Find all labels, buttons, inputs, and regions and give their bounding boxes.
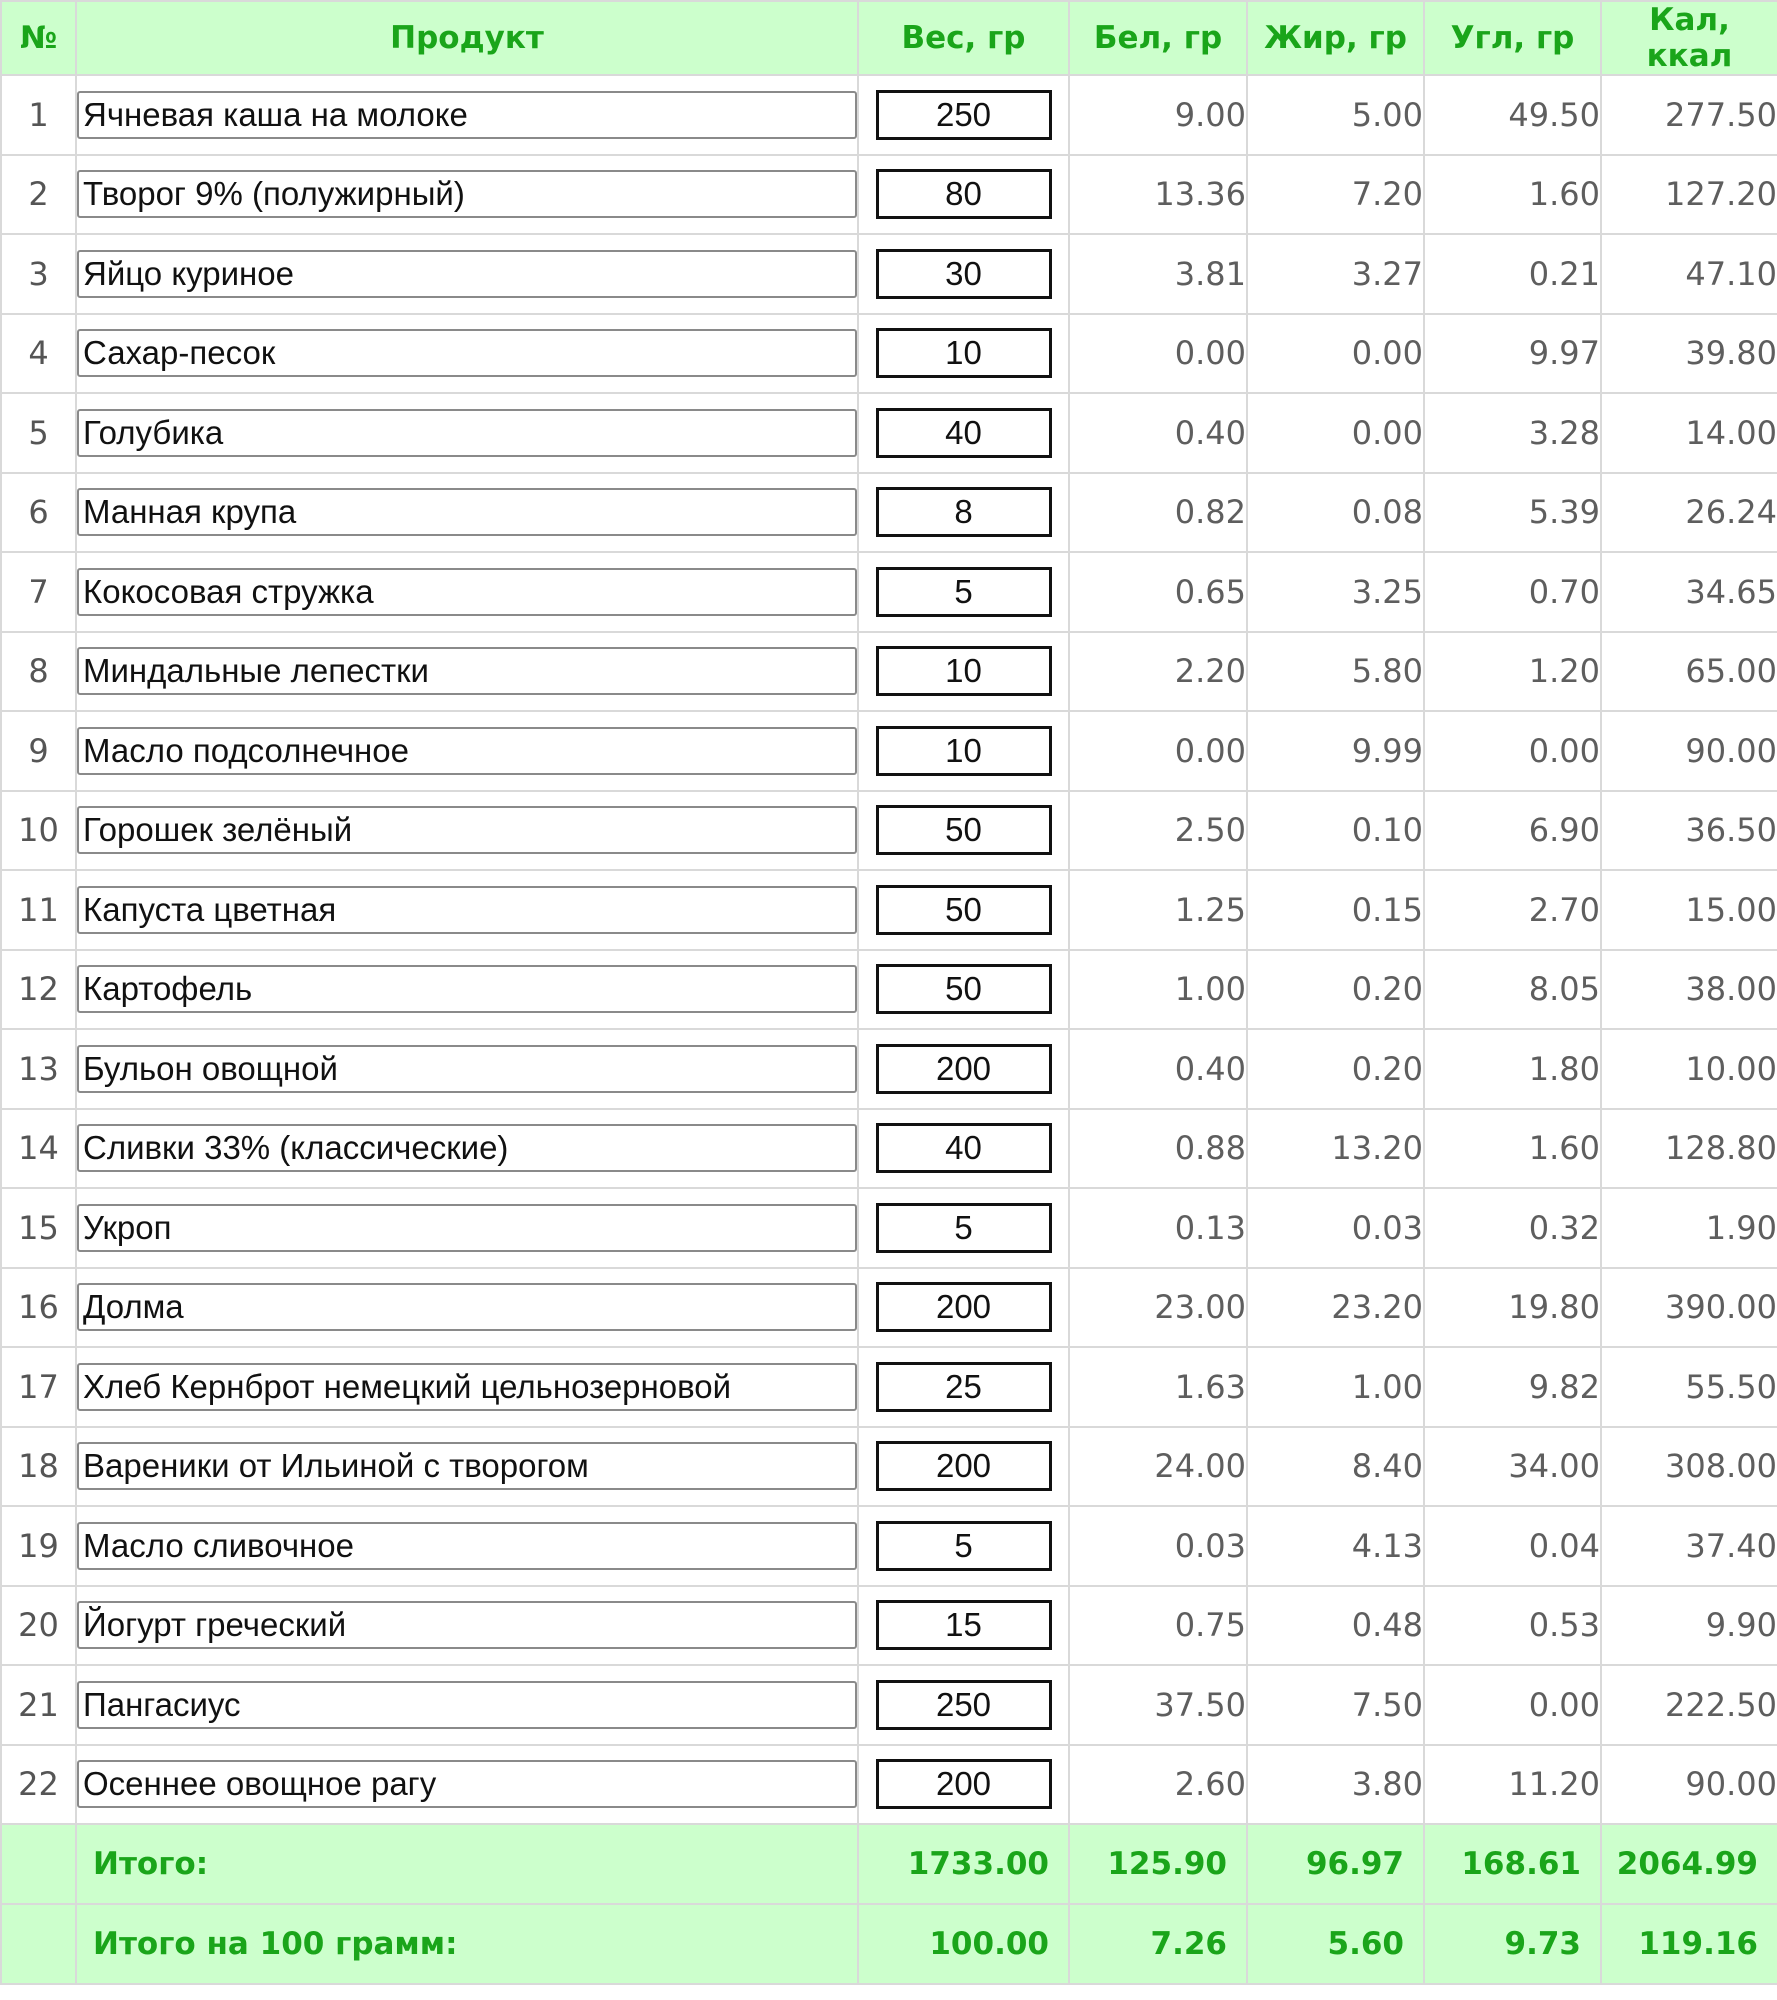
table-body: [1, 75, 1777, 1824]
protein-value: 23.00: [1069, 1268, 1247, 1348]
product-name-input[interactable]: [77, 647, 857, 695]
protein-value: 24.00: [1069, 1427, 1247, 1507]
table-row: [1, 711, 1777, 791]
protein-value: 2.20: [1069, 632, 1247, 712]
fat-value: 0.08: [1247, 473, 1424, 553]
product-name-input[interactable]: [77, 1681, 857, 1729]
product-cell: [76, 1586, 858, 1666]
calories-value: 65.00: [1601, 632, 1777, 712]
header-weight: Вес, гр: [858, 1, 1069, 75]
calories-value: 26.24: [1601, 473, 1777, 553]
carbs-value: 1.60: [1424, 155, 1601, 235]
product-cell: [76, 1188, 858, 1268]
fat-value: 1.00: [1247, 1347, 1424, 1427]
calories-value: 47.10: [1601, 234, 1777, 314]
carbs-value: 19.80: [1424, 1268, 1601, 1348]
carbs-value: 8.05: [1424, 950, 1601, 1030]
per100-calories: 119.16: [1601, 1904, 1777, 1984]
table-row: [1, 950, 1777, 1030]
row-number: 9: [1, 711, 76, 791]
calories-value: 1.90: [1601, 1188, 1777, 1268]
weight-input[interactable]: [876, 169, 1052, 219]
product-cell: [76, 1347, 858, 1427]
table-row: [1, 1109, 1777, 1189]
product-name-input[interactable]: [77, 1363, 857, 1411]
product-name-input[interactable]: [77, 250, 857, 298]
product-cell: [76, 950, 858, 1030]
weight-cell: [858, 1029, 1069, 1109]
weight-input[interactable]: [876, 1362, 1052, 1412]
calories-value: 34.65: [1601, 552, 1777, 632]
fat-value: 9.99: [1247, 711, 1424, 791]
header-fat: Жир, гр: [1247, 1, 1424, 75]
weight-input[interactable]: [876, 90, 1052, 140]
table-header: [1, 1, 1777, 75]
product-cell: [76, 393, 858, 473]
totals-protein: 125.90: [1069, 1824, 1247, 1904]
calories-value: 38.00: [1601, 950, 1777, 1030]
calories-value: 14.00: [1601, 393, 1777, 473]
calories-value: 128.80: [1601, 1109, 1777, 1189]
weight-cell: [858, 314, 1069, 394]
weight-input[interactable]: [876, 805, 1052, 855]
per100-num-cell: [1, 1904, 76, 1984]
weight-cell: [858, 791, 1069, 871]
product-cell: [76, 1268, 858, 1348]
weight-cell: [858, 1109, 1069, 1189]
protein-value: 37.50: [1069, 1665, 1247, 1745]
carbs-value: 0.00: [1424, 1665, 1601, 1745]
totals-fat: 96.97: [1247, 1824, 1424, 1904]
fat-value: 0.00: [1247, 314, 1424, 394]
carbs-value: 0.32: [1424, 1188, 1601, 1268]
carbs-value: 6.90: [1424, 791, 1601, 871]
row-number: 4: [1, 314, 76, 394]
table-row: [1, 1188, 1777, 1268]
calories-value: 15.00: [1601, 870, 1777, 950]
weight-cell: [858, 1745, 1069, 1825]
fat-value: 0.15: [1247, 870, 1424, 950]
fat-value: 0.20: [1247, 950, 1424, 1030]
weight-cell: [858, 393, 1069, 473]
row-number: 21: [1, 1665, 76, 1745]
fat-value: 0.20: [1247, 1029, 1424, 1109]
calories-value: 90.00: [1601, 1745, 1777, 1825]
per100-fat: 5.60: [1247, 1904, 1424, 1984]
totals-weight: 1733.00: [858, 1824, 1069, 1904]
row-number: 5: [1, 393, 76, 473]
weight-input[interactable]: [876, 1759, 1052, 1809]
product-cell: [76, 632, 858, 712]
table-row: [1, 314, 1777, 394]
fat-value: 5.80: [1247, 632, 1424, 712]
weight-input[interactable]: [876, 726, 1052, 776]
row-number: 11: [1, 870, 76, 950]
calories-value: 9.90: [1601, 1586, 1777, 1666]
carbs-value: 9.97: [1424, 314, 1601, 394]
per100-row: [1, 1904, 1777, 1984]
product-cell: [76, 1427, 858, 1507]
carbs-value: 1.80: [1424, 1029, 1601, 1109]
product-name-input[interactable]: [77, 1760, 857, 1808]
protein-value: 13.36: [1069, 155, 1247, 235]
fat-value: 0.00: [1247, 393, 1424, 473]
protein-value: 1.00: [1069, 950, 1247, 1030]
weight-input[interactable]: [876, 1600, 1052, 1650]
protein-value: 0.00: [1069, 314, 1247, 394]
weight-cell: [858, 1427, 1069, 1507]
row-number: 10: [1, 791, 76, 871]
protein-value: 2.60: [1069, 1745, 1247, 1825]
weight-input[interactable]: [876, 1203, 1052, 1253]
fat-value: 8.40: [1247, 1427, 1424, 1507]
protein-value: 1.25: [1069, 870, 1247, 950]
totals-num-cell: [1, 1824, 76, 1904]
carbs-value: 49.50: [1424, 75, 1601, 155]
header-carbs: Угл, гр: [1424, 1, 1601, 75]
table-row: [1, 791, 1777, 871]
weight-cell: [858, 473, 1069, 553]
row-number: 13: [1, 1029, 76, 1109]
fat-value: 3.25: [1247, 552, 1424, 632]
fat-value: 5.00: [1247, 75, 1424, 155]
weight-cell: [858, 1665, 1069, 1745]
weight-input[interactable]: [876, 1044, 1052, 1094]
weight-cell: [858, 1268, 1069, 1348]
protein-value: 0.40: [1069, 393, 1247, 473]
weight-input[interactable]: [876, 1680, 1052, 1730]
calories-value: 390.00: [1601, 1268, 1777, 1348]
carbs-value: 0.00: [1424, 711, 1601, 791]
table-row: [1, 1745, 1777, 1825]
product-name-input[interactable]: [77, 1522, 857, 1570]
product-cell: [76, 1665, 858, 1745]
weight-input[interactable]: [876, 1123, 1052, 1173]
carbs-value: 11.20: [1424, 1745, 1601, 1825]
row-number: 2: [1, 155, 76, 235]
weight-cell: [858, 552, 1069, 632]
weight-cell: [858, 870, 1069, 950]
header-calories: Кал, ккал: [1601, 1, 1777, 75]
protein-value: 0.00: [1069, 711, 1247, 791]
weight-input[interactable]: [876, 567, 1052, 617]
weight-cell: [858, 1586, 1069, 1666]
table-row: [1, 155, 1777, 235]
product-cell: [76, 314, 858, 394]
table-row: [1, 393, 1777, 473]
weight-input[interactable]: [876, 1441, 1052, 1491]
weight-cell: [858, 75, 1069, 155]
product-name-input[interactable]: [77, 1045, 857, 1093]
table-row: [1, 234, 1777, 314]
per100-carbs: 9.73: [1424, 1904, 1601, 1984]
calories-value: 55.50: [1601, 1347, 1777, 1427]
header-product: Продукт: [76, 1, 858, 75]
weight-input[interactable]: [876, 646, 1052, 696]
protein-value: 0.40: [1069, 1029, 1247, 1109]
carbs-value: 1.60: [1424, 1109, 1601, 1189]
weight-input[interactable]: [876, 487, 1052, 537]
carbs-value: 0.70: [1424, 552, 1601, 632]
weight-cell: [858, 632, 1069, 712]
fat-value: 7.20: [1247, 155, 1424, 235]
product-name-input[interactable]: [77, 1204, 857, 1252]
row-number: 15: [1, 1188, 76, 1268]
row-number: 18: [1, 1427, 76, 1507]
table-row: [1, 870, 1777, 950]
header-row: [1, 1, 1777, 75]
weight-input[interactable]: [876, 249, 1052, 299]
product-cell: [76, 791, 858, 871]
row-number: 16: [1, 1268, 76, 1348]
per100-label: Итого на 100 грамм:: [76, 1904, 858, 1984]
product-name-input[interactable]: [77, 1283, 857, 1331]
table-row: [1, 473, 1777, 553]
weight-cell: [858, 950, 1069, 1030]
calories-value: 277.50: [1601, 75, 1777, 155]
product-name-input[interactable]: [77, 1124, 857, 1172]
table-row: [1, 1268, 1777, 1348]
product-name-input[interactable]: [77, 965, 857, 1013]
calories-value: 127.20: [1601, 155, 1777, 235]
table-footer: [1, 1824, 1777, 1984]
row-number: 20: [1, 1586, 76, 1666]
protein-value: 1.63: [1069, 1347, 1247, 1427]
table-row: [1, 1506, 1777, 1586]
row-number: 22: [1, 1745, 76, 1825]
product-name-input[interactable]: [77, 409, 857, 457]
product-cell: [76, 75, 858, 155]
protein-value: 0.82: [1069, 473, 1247, 553]
weight-input[interactable]: [876, 885, 1052, 935]
weight-input[interactable]: [876, 964, 1052, 1014]
protein-value: 0.75: [1069, 1586, 1247, 1666]
fat-value: 0.10: [1247, 791, 1424, 871]
product-cell: [76, 870, 858, 950]
fat-value: 23.20: [1247, 1268, 1424, 1348]
fat-value: 4.13: [1247, 1506, 1424, 1586]
totals-label: Итого:: [76, 1824, 858, 1904]
carbs-value: 9.82: [1424, 1347, 1601, 1427]
fat-value: 7.50: [1247, 1665, 1424, 1745]
weight-input[interactable]: [876, 1282, 1052, 1332]
protein-value: 0.65: [1069, 552, 1247, 632]
weight-input[interactable]: [876, 1521, 1052, 1571]
weight-cell: [858, 711, 1069, 791]
protein-value: 0.03: [1069, 1506, 1247, 1586]
carbs-value: 0.21: [1424, 234, 1601, 314]
header-protein: Бел, гр: [1069, 1, 1247, 75]
table-row: [1, 1427, 1777, 1507]
product-name-input[interactable]: [77, 91, 857, 139]
calories-value: 37.40: [1601, 1506, 1777, 1586]
product-name-input[interactable]: [77, 1601, 857, 1649]
totals-row: [1, 1824, 1777, 1904]
totals-calories: 2064.99: [1601, 1824, 1777, 1904]
row-number: 1: [1, 75, 76, 155]
carbs-value: 2.70: [1424, 870, 1601, 950]
calories-value: 90.00: [1601, 711, 1777, 791]
fat-value: 13.20: [1247, 1109, 1424, 1189]
totals-carbs: 168.61: [1424, 1824, 1601, 1904]
table-row: [1, 1665, 1777, 1745]
protein-value: 9.00: [1069, 75, 1247, 155]
fat-value: 3.27: [1247, 234, 1424, 314]
product-cell: [76, 473, 858, 553]
protein-value: 0.88: [1069, 1109, 1247, 1189]
row-number: 3: [1, 234, 76, 314]
product-name-input[interactable]: [77, 727, 857, 775]
product-name-input[interactable]: [77, 886, 857, 934]
weight-input[interactable]: [876, 408, 1052, 458]
table-row: [1, 552, 1777, 632]
protein-value: 3.81: [1069, 234, 1247, 314]
table-row: [1, 1347, 1777, 1427]
header-num: №: [1, 1, 76, 75]
product-cell: [76, 155, 858, 235]
carbs-value: 1.20: [1424, 632, 1601, 712]
protein-value: 2.50: [1069, 791, 1247, 871]
weight-cell: [858, 1506, 1069, 1586]
row-number: 12: [1, 950, 76, 1030]
calories-value: 308.00: [1601, 1427, 1777, 1507]
calories-value: 39.80: [1601, 314, 1777, 394]
weight-cell: [858, 1188, 1069, 1268]
weight-cell: [858, 234, 1069, 314]
row-number: 14: [1, 1109, 76, 1189]
row-number: 17: [1, 1347, 76, 1427]
product-cell: [76, 1506, 858, 1586]
row-number: 6: [1, 473, 76, 553]
product-cell: [76, 1109, 858, 1189]
calories-value: 222.50: [1601, 1665, 1777, 1745]
product-name-input[interactable]: [77, 488, 857, 536]
carbs-value: 0.04: [1424, 1506, 1601, 1586]
calories-value: 36.50: [1601, 791, 1777, 871]
carbs-value: 0.53: [1424, 1586, 1601, 1666]
carbs-value: 3.28: [1424, 393, 1601, 473]
row-number: 19: [1, 1506, 76, 1586]
table-row: [1, 1586, 1777, 1666]
product-cell: [76, 711, 858, 791]
product-cell: [76, 1745, 858, 1825]
row-number: 7: [1, 552, 76, 632]
fat-value: 0.03: [1247, 1188, 1424, 1268]
row-number: 8: [1, 632, 76, 712]
per100-protein: 7.26: [1069, 1904, 1247, 1984]
product-cell: [76, 552, 858, 632]
product-name-input[interactable]: [77, 568, 857, 616]
calories-value: 10.00: [1601, 1029, 1777, 1109]
fat-value: 3.80: [1247, 1745, 1424, 1825]
fat-value: 0.48: [1247, 1586, 1424, 1666]
product-name-input[interactable]: [77, 1442, 857, 1490]
table-row: [1, 1029, 1777, 1109]
product-name-input[interactable]: [77, 806, 857, 854]
weight-input[interactable]: [876, 328, 1052, 378]
table-row: [1, 632, 1777, 712]
weight-cell: [858, 155, 1069, 235]
per100-weight: 100.00: [858, 1904, 1069, 1984]
table-row: [1, 75, 1777, 155]
product-cell: [76, 1029, 858, 1109]
weight-cell: [858, 1347, 1069, 1427]
carbs-value: 34.00: [1424, 1427, 1601, 1507]
product-name-input[interactable]: [77, 329, 857, 377]
product-name-input[interactable]: [77, 170, 857, 218]
protein-value: 0.13: [1069, 1188, 1247, 1268]
carbs-value: 5.39: [1424, 473, 1601, 553]
product-cell: [76, 234, 858, 314]
